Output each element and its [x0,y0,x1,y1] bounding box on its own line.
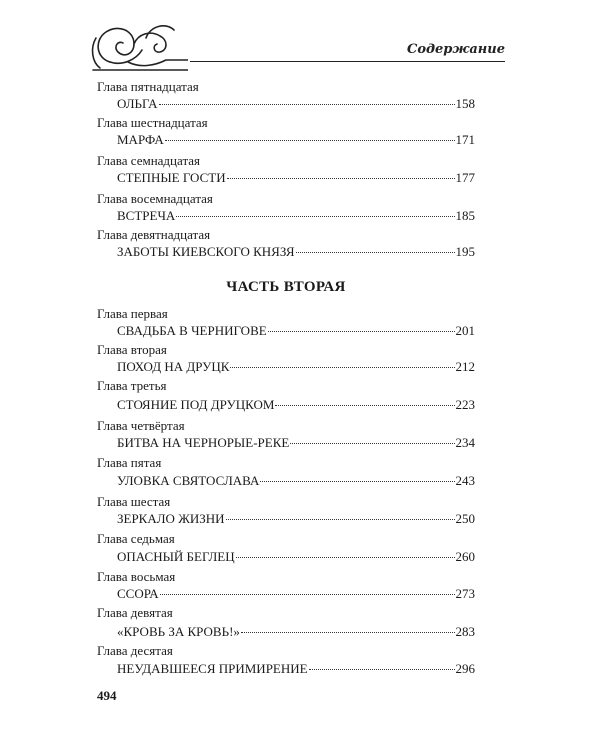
part-heading: ЧАСТЬ ВТОРАЯ [226,279,346,295]
chapter-label: Глава десятая [97,643,173,658]
entry-page: 177 [455,170,475,185]
entry-title: ПОХОД НА ДРУЦК [117,359,230,374]
dot-leader [176,216,454,217]
dot-leader [309,669,455,670]
entry-page: 273 [455,586,475,601]
dot-leader [260,481,454,482]
dot-leader [275,405,454,406]
chapter-label: Глава восемнадцатая [97,191,213,206]
entry-page: 260 [455,549,475,564]
toc-entry [117,397,475,413]
chapter-label: Глава девятая [97,605,173,620]
entry-page: 243 [455,473,475,488]
entry-title: НЕУДАВШЕЕСЯ ПРИМИРЕНИЕ [117,661,308,676]
dot-leader [296,252,455,253]
toc-entry [117,96,475,112]
entry-title: ЗЕРКАЛО ЖИЗНИ [117,511,225,526]
toc-entry [117,624,475,640]
toc-entry [117,549,475,565]
dot-leader [230,367,454,368]
dot-leader [159,104,455,105]
chapter-label: Глава первая [97,306,168,321]
toc-entry [117,435,475,451]
entry-page: 195 [455,244,475,259]
page-number: 494 [97,688,117,703]
entry-page: 158 [455,96,475,111]
dot-leader [160,594,455,595]
running-title: Содержание [406,42,505,57]
entry-title: ССОРА [117,586,159,601]
chapter-label: Глава шестнадцатая [97,115,208,130]
entry-title: БИТВА НА ЧЕРНОРЫЕ-РЕКЕ [117,435,290,450]
entry-title: УЛОВКА СВЯТОСЛАВА [117,473,260,488]
header-rule [190,61,505,62]
ornament-swirl-icon [88,18,188,74]
dot-leader [227,178,455,179]
chapter-label: Глава восьмая [97,569,176,584]
entry-title: «КРОВЬ ЗА КРОВЬ!» [117,624,240,639]
entry-page: 185 [455,208,475,223]
toc-entry [117,661,475,677]
entry-page: 212 [455,359,475,374]
entry-title: СТОЯНИЕ ПОД ДРУЦКОМ [117,397,275,412]
chapter-label: Глава шестая [97,494,171,509]
toc-entry [117,244,475,260]
dot-leader [241,632,455,633]
entry-title: ВСТРЕЧА [117,208,176,223]
entry-title: ОЛЬГА [117,96,158,111]
toc-entry [117,511,475,527]
chapter-label: Глава пятнадцатая [97,79,199,94]
chapter-label: Глава вторая [97,342,167,357]
chapter-label: Глава третья [97,378,167,393]
toc-entry [117,359,475,375]
toc-entry [117,208,475,224]
dot-leader [226,519,455,520]
entry-title: СВАДЬБА В ЧЕРНИГОВЕ [117,323,267,338]
chapter-label: Глава девятнадцатая [97,227,211,242]
entry-page: 296 [455,661,475,676]
toc-entry [117,170,475,186]
toc-entry [117,586,475,602]
chapter-label: Глава пятая [97,455,162,470]
entry-page: 201 [455,323,475,338]
dot-leader [290,443,454,444]
toc-entry [117,473,475,489]
entry-page: 250 [455,511,475,526]
entry-page: 234 [455,435,475,450]
entry-title: МАРФА [117,132,164,147]
entry-page: 171 [455,132,475,147]
entry-page: 283 [455,624,475,639]
chapter-label: Глава четвёртая [97,418,185,433]
dot-leader [268,331,455,332]
chapter-label: Глава седьмая [97,531,175,546]
toc-entry [117,323,475,339]
entry-title: ЗАБОТЫ КИЕВСКОГО КНЯЗЯ [117,244,295,259]
toc-entry [117,132,475,148]
dot-leader [165,140,455,141]
chapter-label: Глава семнадцатая [97,153,201,168]
dot-leader [236,557,455,558]
entry-page: 223 [455,397,475,412]
entry-title: ОПАСНЫЙ БЕГЛЕЦ [117,549,235,564]
entry-title: СТЕПНЫЕ ГОСТИ [117,170,226,185]
